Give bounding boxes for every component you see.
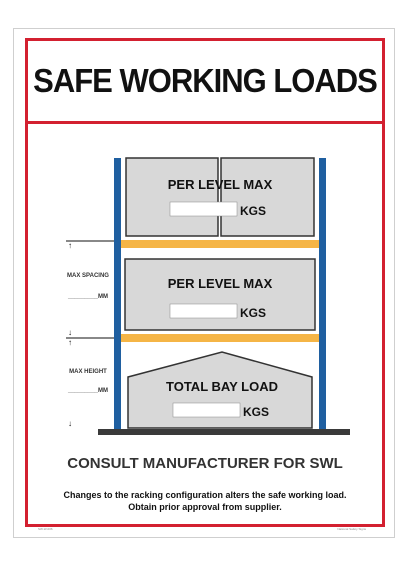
left-upright	[114, 158, 121, 431]
spacing-arrow-up-icon: ↑	[68, 241, 72, 250]
publisher-name: National Safety Signs	[337, 527, 366, 531]
top-value-box	[170, 202, 237, 216]
floor	[98, 429, 350, 435]
warning-note-line-2: Obtain prior approval from supplier.	[128, 502, 282, 512]
total-unit: KGS	[243, 405, 270, 419]
total-value-box	[173, 403, 240, 417]
top-right-load-box	[221, 158, 314, 236]
total-bay-label: TOTAL BAY LOAD	[166, 379, 278, 394]
top-left-load-box	[126, 158, 218, 236]
middle-level-label: PER LEVEL MAX	[167, 276, 273, 291]
top-level-label: PER LEVEL MAX	[167, 177, 273, 192]
middle-load-box	[125, 259, 315, 330]
height-arrow-down-icon: ↓	[68, 419, 72, 428]
warning-note	[0, 489, 410, 513]
consult-manufacturer-text: CONSULT MANUFACTURER FOR SWL	[67, 455, 343, 472]
warning-note-line-1: Changes to the racking configuration alters the safe working load.	[63, 490, 347, 500]
middle-unit: KGS	[240, 306, 267, 320]
sign-code: SW-W-006	[38, 527, 53, 531]
upper-beam	[121, 240, 319, 248]
top-unit: KGS	[240, 204, 267, 218]
max-spacing-label: MAX SPACING	[67, 273, 109, 279]
right-upright	[319, 158, 326, 431]
spacing-arrow-down-icon: ↓	[68, 328, 72, 337]
lower-beam	[121, 334, 319, 342]
middle-value-box	[170, 304, 237, 318]
sign-title: SAFE WORKING LOADS	[33, 61, 377, 100]
height-arrow-up-icon: ↑	[68, 338, 72, 347]
max-height-label: MAX HEIGHT	[69, 369, 107, 375]
max-spacing-unit: _________MM	[67, 294, 109, 300]
max-height-unit: _________MM	[67, 388, 109, 394]
